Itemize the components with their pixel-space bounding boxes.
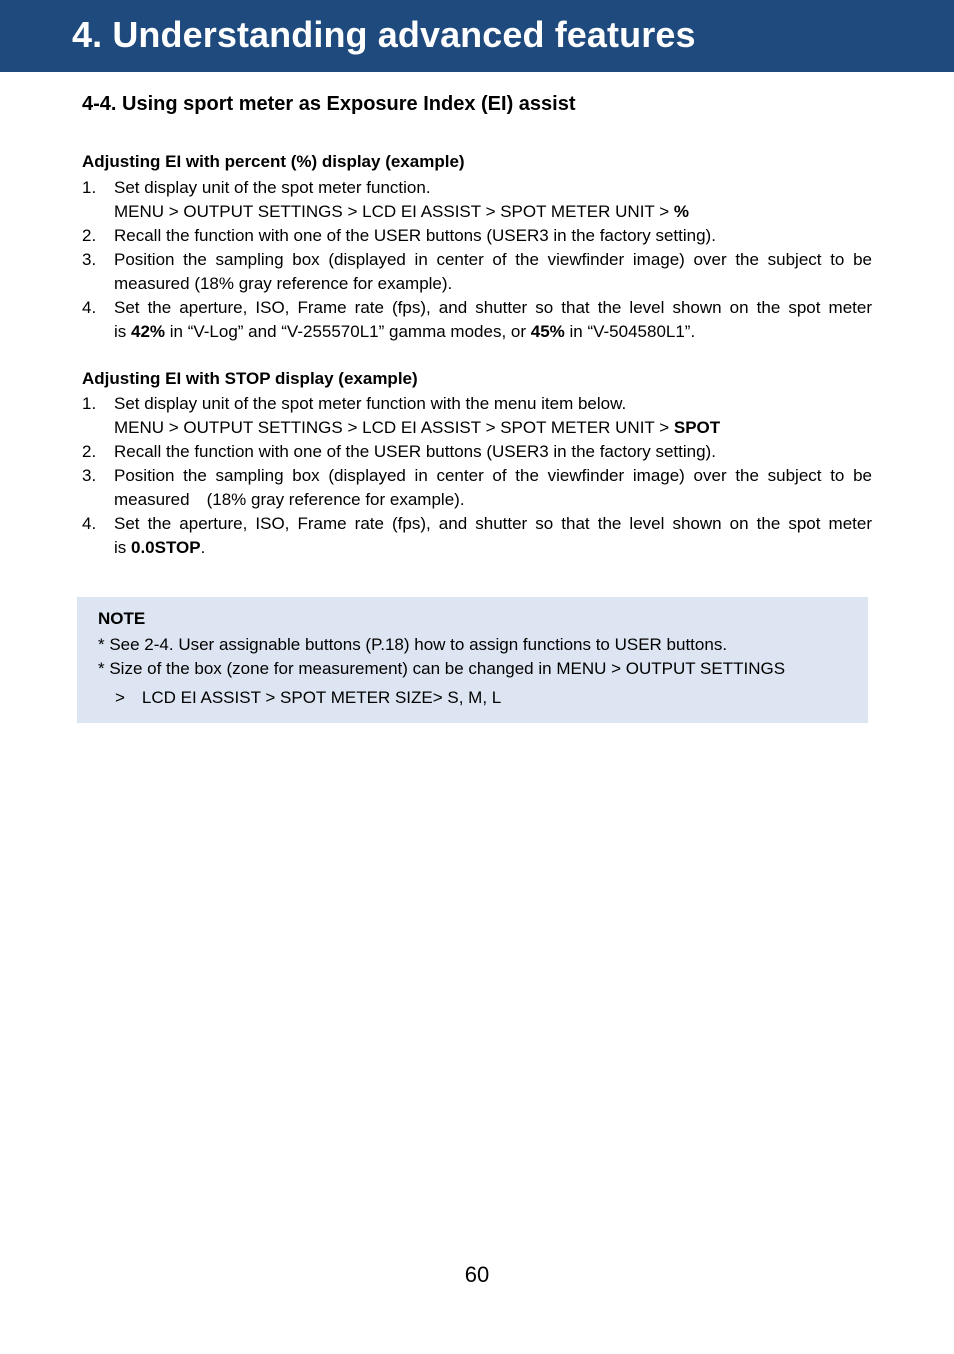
- menu-path-text: MENU > OUTPUT SETTINGS > LCD EI ASSIST > SPOT METER UNIT >: [114, 418, 674, 437]
- percent-step-3: [82, 248, 872, 296]
- page-number: 60: [464, 1262, 490, 1287]
- text-run: in “V-504580L1”.: [564, 322, 696, 341]
- level-value-stop: 0.0STOP: [131, 538, 201, 557]
- step-text-continued: measured (18% gray reference for example).: [114, 274, 453, 293]
- step-number: 2.: [82, 442, 97, 461]
- note-box: [77, 597, 868, 723]
- stop-block-heading: Adjusting EI with STOP display (example): [82, 369, 418, 388]
- step-number: 3.: [82, 250, 97, 269]
- step-text: Set display unit of the spot meter function.: [114, 178, 431, 197]
- menu-path: [114, 200, 872, 224]
- step-text: Position the sampling box (displayed in center of the viewfinder image) over the subject to be: [114, 466, 872, 485]
- step-text-continued: [114, 536, 872, 560]
- step-text: Position the sampling box (displayed in center of the viewfinder image) over the subject to be: [114, 250, 872, 269]
- section-title: 4-4. Using sport meter as Exposure Index (EI) assist: [82, 93, 576, 115]
- menu-path-value: SPOT: [673, 418, 721, 437]
- step-number: 1.: [82, 394, 97, 413]
- step-text: Recall the function with one of the USER buttons (USER3 in the factory setting).: [114, 226, 716, 245]
- percent-step-2: [82, 224, 872, 248]
- chapter-title: 4. Understanding advanced features: [72, 14, 696, 55]
- note-line-1: * See 2-4. User assignable buttons (P.18) how to assign functions to USER buttons.: [98, 635, 728, 654]
- stop-step-1: [82, 392, 872, 440]
- text-run: is: [114, 538, 131, 557]
- text-run: is: [114, 322, 131, 341]
- step-number: 4.: [82, 514, 97, 533]
- step-text-continued: measured (18% gray reference for example).: [114, 490, 465, 509]
- note-line-2: * Size of the box (zone for measurement) can be changed in MENU > OUTPUT SETTINGS: [98, 659, 786, 678]
- step-text: Recall the function with one of the USER buttons (USER3 in the factory setting).: [114, 442, 716, 461]
- step-number: 2.: [82, 226, 97, 245]
- stop-step-3: [82, 464, 872, 512]
- menu-path: [114, 416, 872, 440]
- step-number: 3.: [82, 466, 97, 485]
- percent-block-heading: Adjusting EI with percent (%) display (example): [82, 152, 465, 171]
- stop-step-4: [82, 512, 872, 560]
- stop-step-2: [82, 440, 872, 464]
- step-number: 1.: [82, 178, 97, 197]
- step-text: Set the aperture, ISO, Frame rate (fps), and shutter so that the level shown on the spot meter: [114, 298, 872, 317]
- menu-path-value: %: [673, 202, 689, 221]
- percent-step-1: [82, 176, 872, 224]
- step-number: 4.: [82, 298, 97, 317]
- text-run: .: [200, 538, 206, 557]
- step-text: Set display unit of the spot meter function with the menu item below.: [114, 394, 627, 413]
- text-run: in “V-Log” and “V-255570L1” gamma modes, or: [165, 322, 531, 341]
- step-text: Set the aperture, ISO, Frame rate (fps), and shutter so that the level shown on the spot meter: [114, 514, 872, 533]
- menu-path-text: MENU > OUTPUT SETTINGS > LCD EI ASSIST > SPOT METER UNIT >: [114, 202, 674, 221]
- note-line-3: > LCD EI ASSIST > SPOT METER SIZE> S, M, L: [98, 688, 502, 707]
- note-title: NOTE: [98, 609, 146, 628]
- step-text-continued: [114, 320, 872, 344]
- level-value-vlog: 42%: [131, 322, 166, 341]
- level-value-v504580: 45%: [530, 322, 565, 341]
- percent-step-4: [82, 296, 872, 344]
- chapter-header-bar: [0, 0, 954, 72]
